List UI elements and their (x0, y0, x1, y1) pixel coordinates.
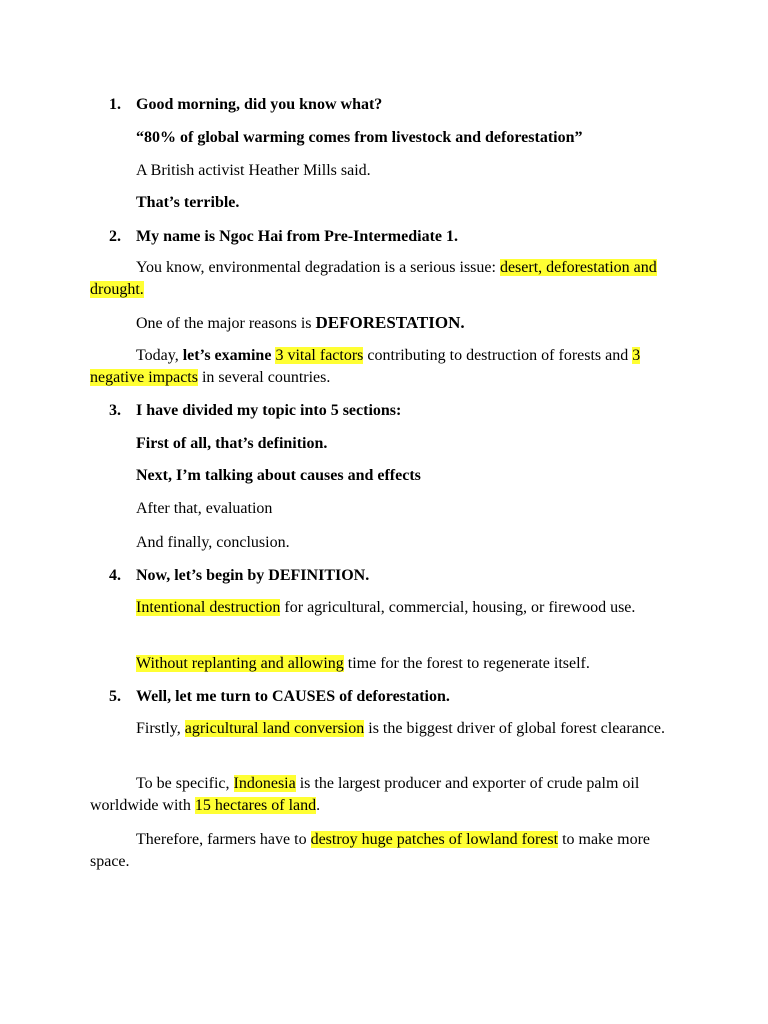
causes-text-2c: . (316, 797, 321, 814)
section-4-heading: Now, let’s begin by DEFINITION. (136, 567, 370, 584)
reason-text: One of the major reasons is (136, 315, 316, 332)
section-1-heading: Good morning, did you know what? (136, 96, 383, 113)
outline-item-2: Next, I’m talking about causes and effects (136, 467, 421, 484)
quote-line: “80% of global warming comes from livestock and deforestation” (136, 129, 583, 146)
causes-text-2b: is the largest producer and exporter of crude palm oil worldwide with (90, 775, 640, 814)
reason-emphasis: DEFORESTATION. (315, 313, 465, 332)
section-1-number: 1. (109, 96, 121, 113)
agenda-text-b: let’s examine (182, 347, 272, 364)
agenda-highlight-1: 3 vital factors (275, 347, 364, 364)
section-4-number: 4. (109, 567, 121, 584)
intro-paragraph (90, 257, 680, 301)
outline-item-3: After that, evaluation (136, 500, 273, 517)
agenda-text-e: in several countries. (197, 369, 331, 386)
definition-paragraph-1 (90, 597, 680, 619)
causes-paragraph-3 (90, 829, 680, 873)
reason-paragraph (90, 312, 680, 335)
causes-paragraph-2 (90, 773, 680, 817)
causes-text-1b: is the biggest driver of global forest clearance. (364, 720, 666, 737)
outline-item-4: And finally, conclusion. (136, 534, 290, 551)
causes-text-1a: Firstly, (136, 720, 185, 737)
causes-text-3b: to make more space. (90, 831, 651, 870)
section-3-heading: I have divided my topic into 5 sections: (136, 402, 402, 419)
causes-text-2a: To be specific, (136, 775, 234, 792)
causes-highlight-2b: 15 hectares of land (194, 797, 317, 814)
causes-highlight-3: destroy huge patches of lowland forest (310, 831, 559, 848)
intro-highlight: desert, deforestation and drought. (90, 259, 657, 298)
causes-text-3a: Therefore, farmers have to (136, 831, 311, 848)
definition-highlight-2: Without replanting and allowing (136, 655, 344, 672)
section-2-heading: My name is Ngoc Hai from Pre-Intermediate 1. (136, 228, 458, 245)
attribution-line: A British activist Heather Mills said. (136, 162, 371, 179)
causes-paragraph-1 (90, 718, 680, 740)
definition-paragraph-2 (90, 653, 680, 675)
section-3-number: 3. (109, 402, 121, 419)
definition-text-1: for agricultural, commercial, housing, or firewood use. (280, 599, 636, 616)
agenda-highlight-2: 3 negative impacts (90, 347, 641, 386)
definition-highlight-1: Intentional destruction (136, 599, 281, 616)
agenda-text-d: contributing to destruction of forests and (363, 347, 633, 364)
outline-item-1: First of all, that’s definition. (136, 435, 328, 452)
section-5-number: 5. (109, 688, 121, 705)
section-2-number: 2. (109, 228, 121, 245)
intro-text: You know, environmental degradation is a serious issue: (136, 259, 500, 276)
definition-text-2: time for the forest to regenerate itself. (343, 655, 590, 672)
agenda-paragraph (90, 345, 680, 389)
causes-highlight-2a: Indonesia (233, 775, 296, 792)
reaction-line: That’s terrible. (136, 194, 240, 211)
agenda-text-a: Today, (136, 347, 183, 364)
causes-highlight-1: agricultural land conversion (184, 720, 365, 737)
section-5-heading: Well, let me turn to CAUSES of deforestation. (136, 688, 450, 705)
